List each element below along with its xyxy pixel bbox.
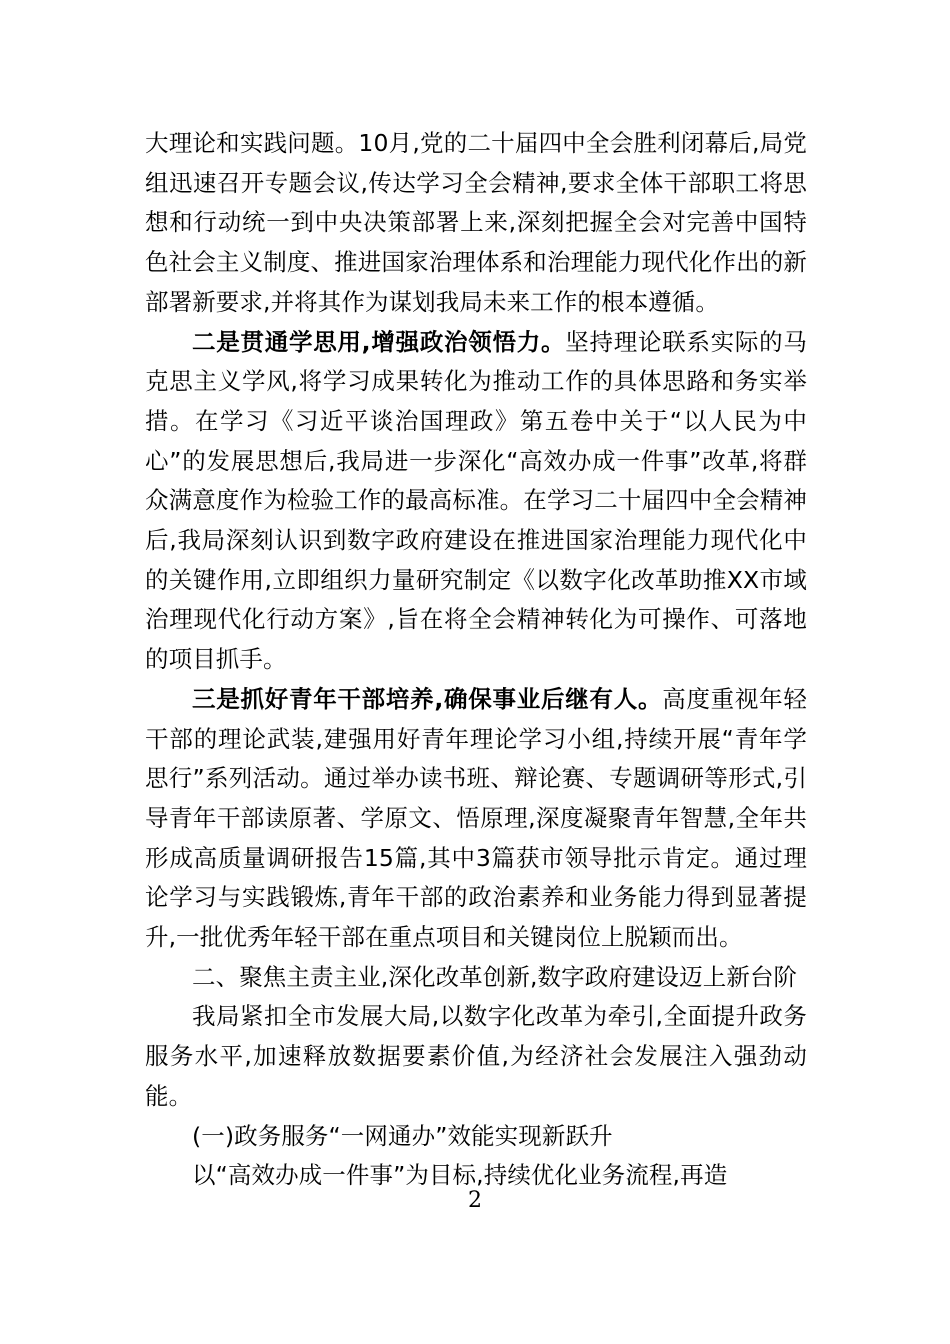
subsection-heading — [145, 1117, 807, 1157]
document-body — [145, 124, 807, 1196]
section-heading-text: 二、聚焦主责主业,深化改革创新,数字政府建设迈上新台阶 — [192, 962, 798, 991]
paragraph-continuation — [145, 124, 807, 323]
page-number: 2 — [468, 1188, 482, 1213]
subsection-heading-text: (一)政务服务“一网通办”效能实现新跃升 — [192, 1121, 613, 1150]
paragraph-text: 大理论和实践问题。10月,党的二十届四中全会胜利闭幕后,局党组迅速召开专题会议,传达学习全会精神,要求全体干部职工将思想和行动统一到中央决策部署上来,深刻把握全会对完善中国特色社会主义制度、推进国家治理体系和治理能力现代化作出的新部署新要求,并将其作为谋划我局未来工作的根本遵循。 — [145, 129, 807, 316]
paragraph-lead-heading: 二是贯通学思用,增强政治领悟力。 — [192, 327, 566, 356]
paragraph-youth-cadres — [145, 680, 807, 958]
paragraph-text: 高度重视年轻干部的理论武装,建强用好青年理论学习小组,持续开展“青年学思行”系列活动。通过举办读书班、辩论赛、专题调研等形式,引导青年干部读原著、学原文、悟原理,深度凝聚青年智慧,全年共形成高质量调研报告15篇,其中3篇获市领导批示肯定。通过理论学习与实践锻炼,青年干部的政治素养和业务能力得到显著提升,一批优秀年轻干部在重点项目和关键岗位上脱颖而出。 — [145, 684, 807, 952]
paragraph-lead-heading: 三是抓好青年干部培养,确保事业后继有人。 — [192, 684, 663, 713]
section-heading — [145, 958, 807, 998]
paragraph-text: 以“高效办成一件事”为目标,持续优化业务流程,再造 — [192, 1161, 728, 1190]
paragraph-section-intro — [145, 997, 807, 1116]
paragraph-text: 坚持理论联系实际的马克思主义学风,将学习成果转化为推动工作的具体思路和务实举措。在学习《习近平谈治国理政》第五卷中关于“以人民为中心”的发展思想后,我局进一步深化“高效办成一件事”改革,将群众满意度作为检验工作的最高标准。在学习二十届四中全会精神后,我局深刻认识到数字政府建设在推进国家治理能力现代化中的关键作用,立即组织力量研究制定《以数字化改革助推XX市域治理现代化行动方案》,旨在将全会精神转化为可操作、可落地的项目抓手。 — [145, 327, 807, 674]
paragraph-text: 我局紧扣全市发展大局,以数字化改革为牵引,全面提升政务服务水平,加速释放数据要素价值,为经济社会发展注入强劲动能。 — [145, 1002, 807, 1110]
paragraph-political-insight — [145, 323, 807, 680]
